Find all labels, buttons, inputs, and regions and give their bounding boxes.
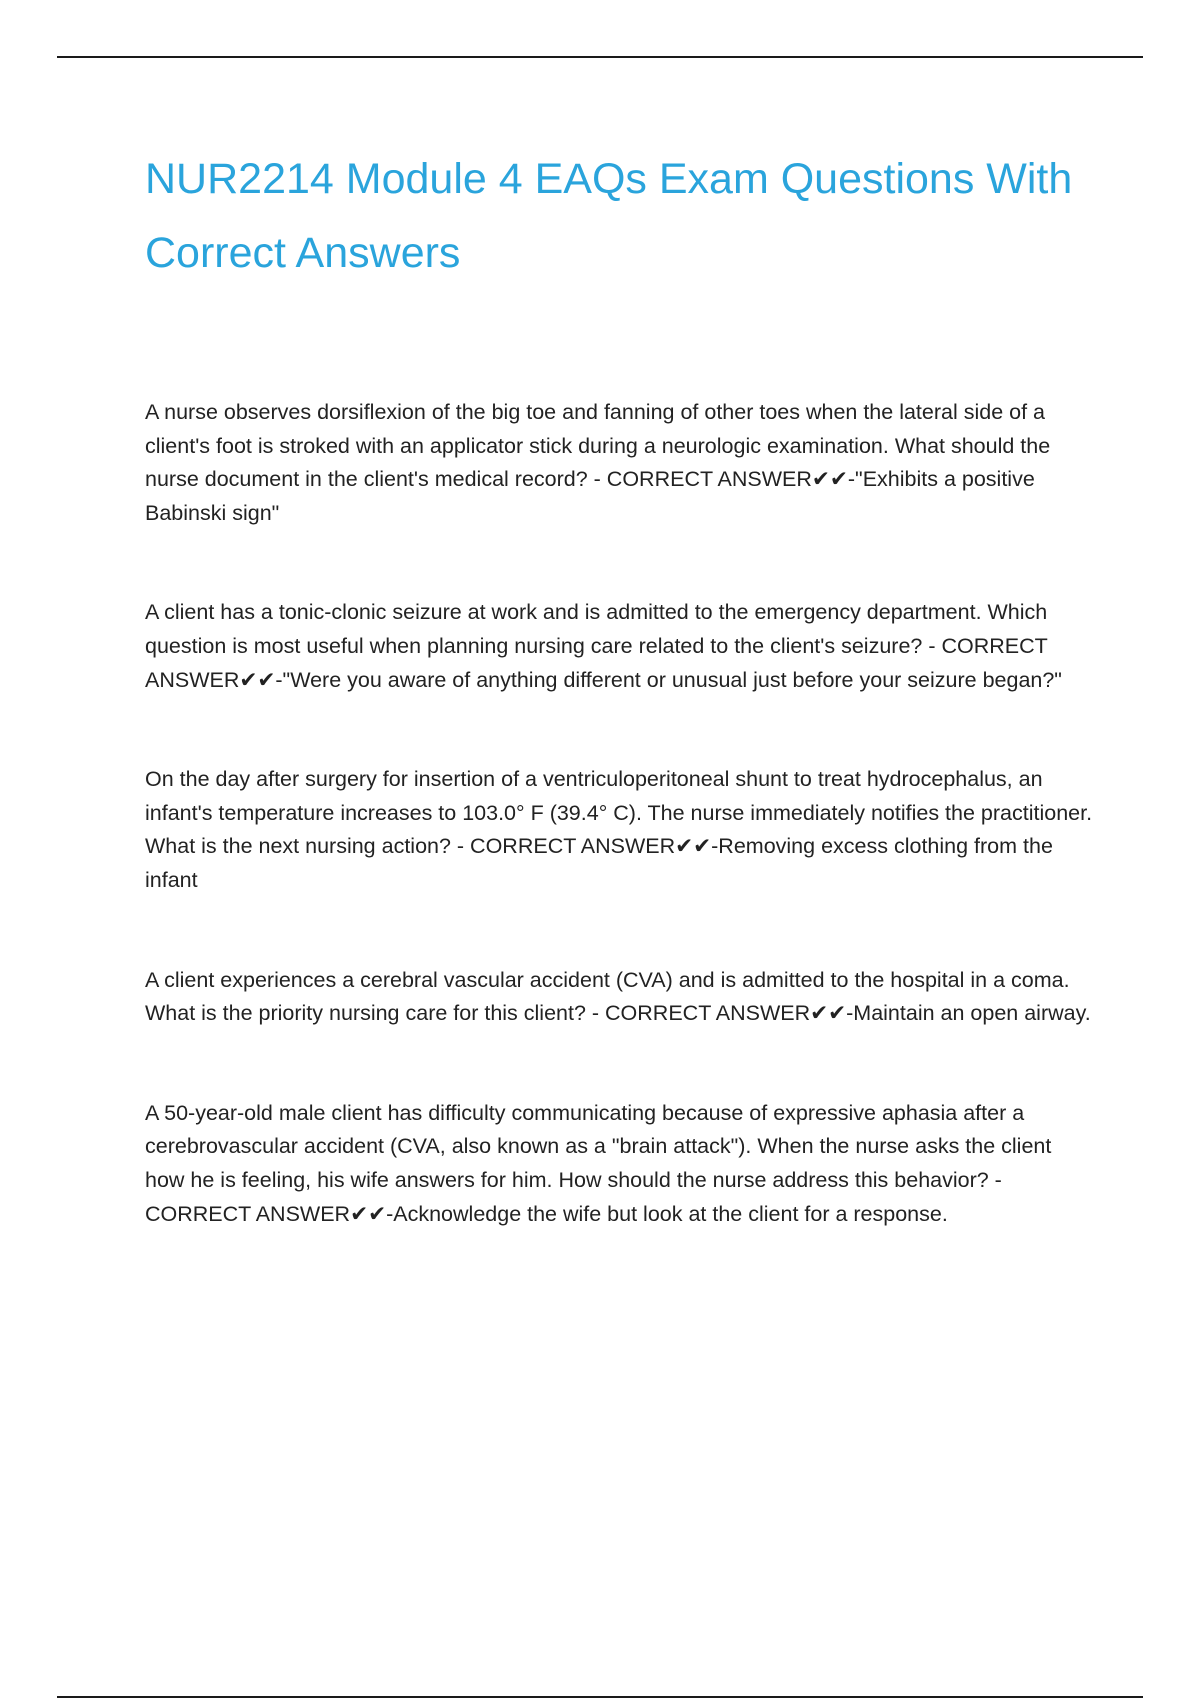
question-item-2: A client has a tonic-clonic seizure at work and is admitted to the emergency department. Which question is most useful when planning nursing care related to the client's seizure? - CORRECT ANSWER✔✔-"Were you aware of anything different or unusual just before your seizure began?" xyxy=(145,600,1062,692)
question-list xyxy=(145,396,1093,1231)
header-rule xyxy=(57,56,1143,58)
question-item-1: A nurse observes dorsiflexion of the big toe and fanning of other toes when the lateral side of a client's foot is stroked with an applicator stick during a neurologic examination. What should the nurse document in the client's medical record? - CORRECT ANSWER✔✔-"Exhibits a positive Babinski sign" xyxy=(145,400,1051,525)
question-item-5: A 50-year-old male client has difficulty communicating because of expressive aphasia after a cerebrovascular accident (CVA, also known as a "brain attack"). When the nurse asks the client how he is feeling, his wife answers for him. How should the nurse address this behavior? - CORRECT ANSWER✔✔-Acknowledge the wife but look at the client for a response. xyxy=(145,1100,1052,1226)
footer-rule xyxy=(57,1696,1143,1698)
document-title: NUR2214 Module 4 EAQs Exam Questions With Correct Answers xyxy=(145,155,1073,277)
question-item-4: A client experiences a cerebral vascular accident (CVA) and is admitted to the hospital in a coma. What is the priority nursing care for this client? - CORRECT ANSWER✔✔-Maintain an open airway. xyxy=(145,967,1091,1026)
question-item-3: On the day after surgery for insertion of a ventriculoperitoneal shunt to treat hydrocephalus, an infant's temperature increases to 103.0° F (39.4° C). The nurse immediately notifies the practitioner. What is the next nursing action? - CORRECT ANSWER✔✔-Removing excess clothing from the infant xyxy=(145,767,1093,892)
